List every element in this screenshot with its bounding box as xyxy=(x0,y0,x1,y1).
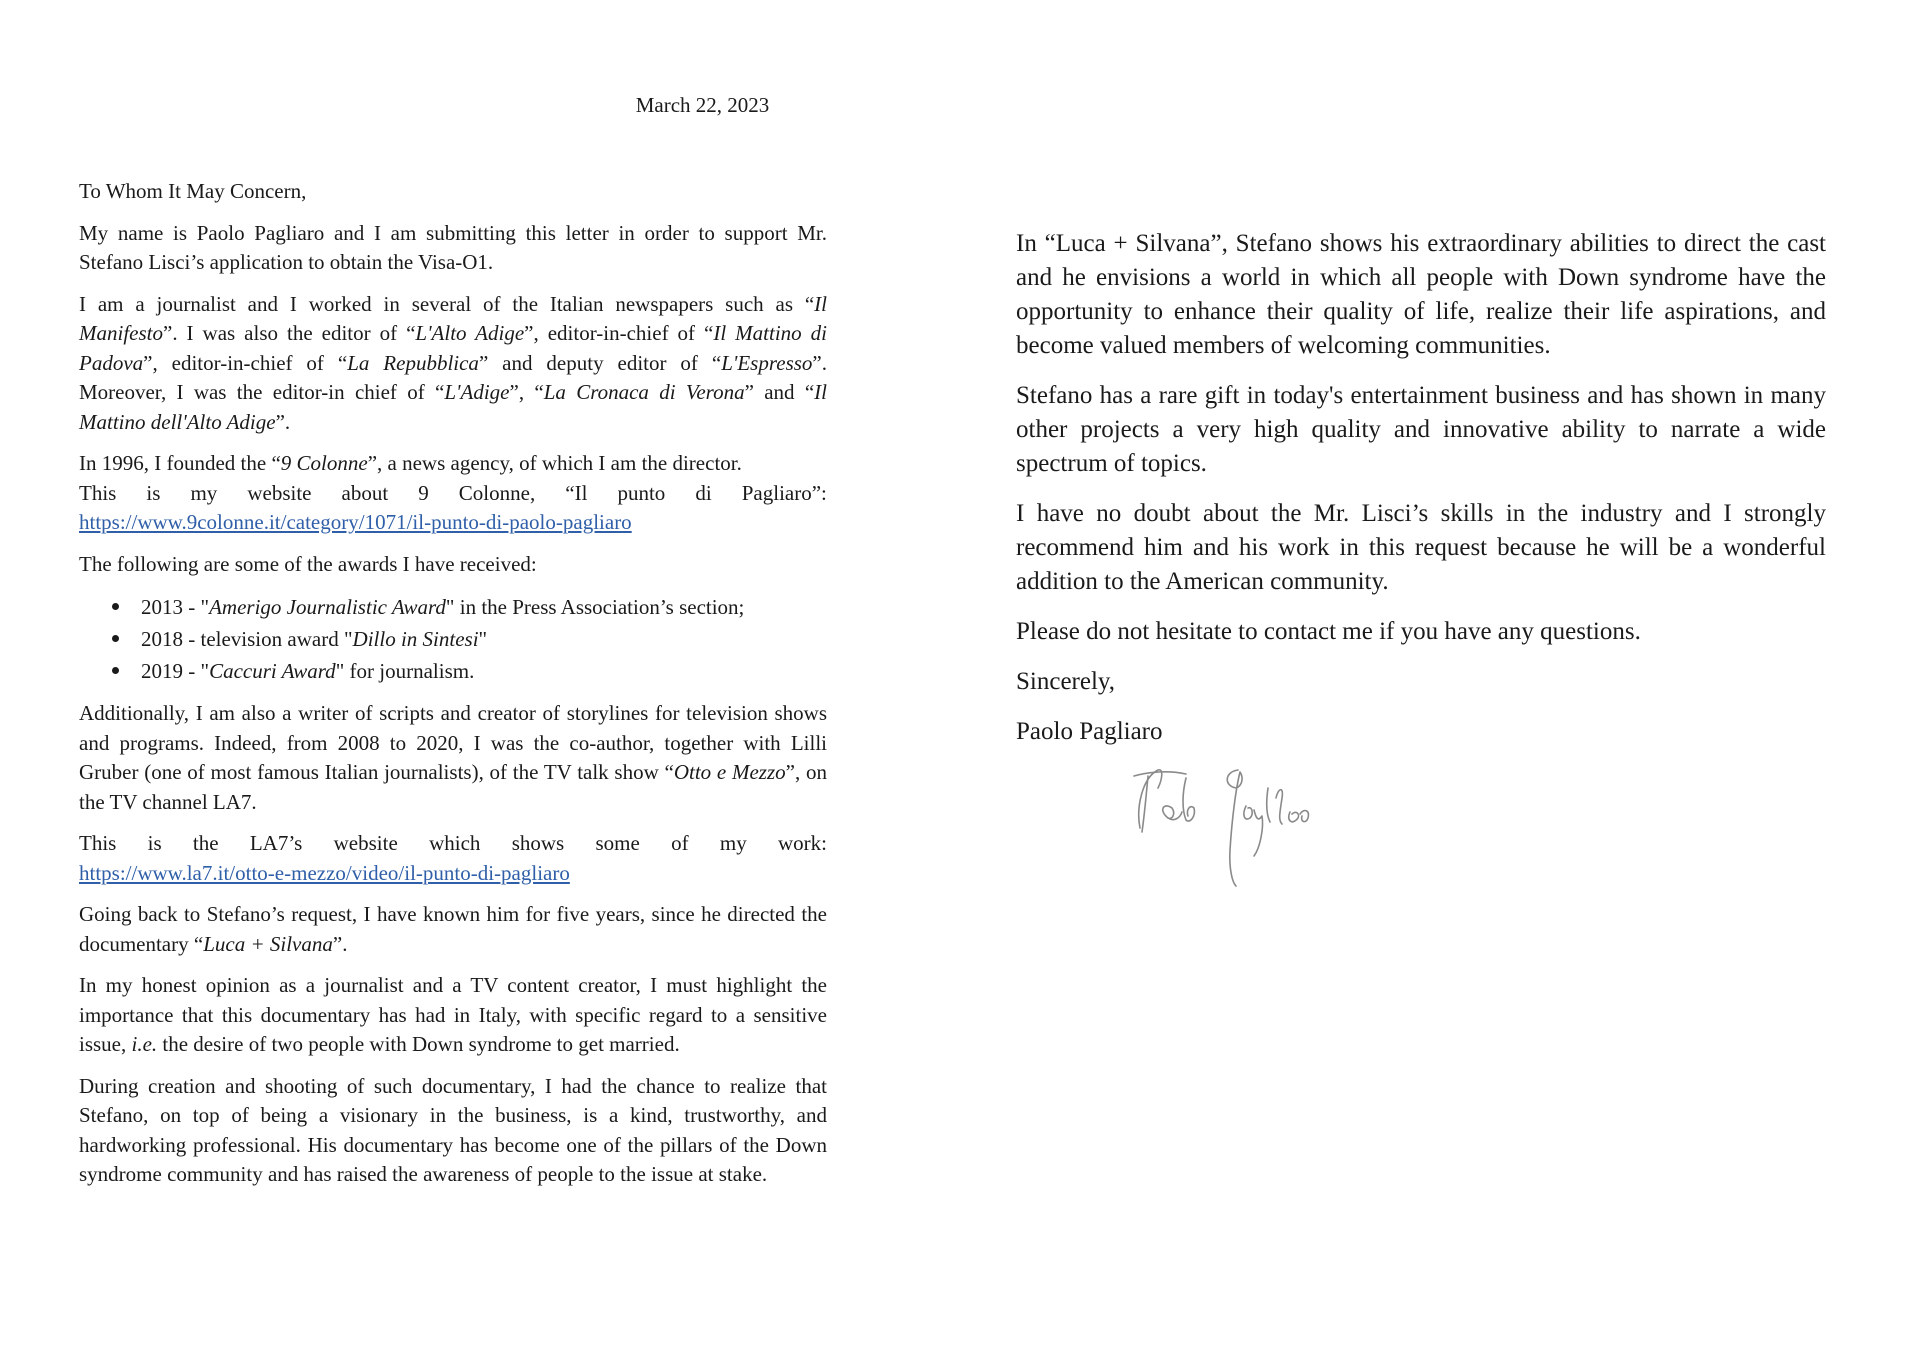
list-item: 2013 - "Amerigo Journalistic Award" in the Press Association’s section; xyxy=(141,591,827,623)
awards-intro: The following are some of the awards I have received: xyxy=(79,551,537,576)
la7-link[interactable]: https://www.la7.it/otto-e-mezzo/video/il-punto-di-pagliaro xyxy=(79,860,570,885)
awards-list xyxy=(79,591,827,687)
request-paragraph: Going back to Stefano’s request, I have known him for five years, since he directed the documentary “Luca + Silvana”. xyxy=(79,902,827,956)
intro-paragraph: My name is Paolo Pagliaro and I am submitting this letter in order to support Mr. Stefano Lisci’s application to obtain the Visa-O1. xyxy=(79,220,827,274)
signer-name: Paolo Pagliaro xyxy=(1016,718,1163,745)
contact-paragraph: Please do not hesitate to contact me if you have any questions. xyxy=(1016,618,1641,645)
closing-sincerely: Sincerely, xyxy=(1016,668,1116,695)
writer-paragraph: Additionally, I am also a writer of scripts and creator of storylines for television shows and programs. Indeed, from 2008 to 2020, I was the co-author, together with Lilli Gruber (one of most famous Italian journalists), of the TV talk show “Otto e Mezzo”, on the TV channel LA7. xyxy=(79,701,827,814)
la7-link-line xyxy=(79,859,827,889)
right-column xyxy=(1016,227,1826,765)
handwritten-signature xyxy=(1128,758,1318,888)
salutation: To Whom It May Concern, xyxy=(79,179,307,203)
recommendation-paragraph: I have no doubt about the Mr. Lisci’s skills in the industry and I strongly recommend him and his work in this request because he will be a wonderful addition to the American community. xyxy=(1016,500,1826,595)
list-item: 2018 - television award "Dillo in Sintesi" xyxy=(141,623,827,655)
list-item: 2019 - "Caccuri Award" for journalism. xyxy=(141,655,827,687)
letter-date: March 22, 2023 xyxy=(635,93,770,117)
agency-link-line xyxy=(79,508,827,538)
left-column xyxy=(79,177,827,1202)
la7-website-line: This is the LA7’s website which shows some of my work: xyxy=(79,831,827,855)
agency-paragraph: In 1996, I founded the “9 Colonne”, a news agency, of which I am the director. xyxy=(79,451,742,475)
shooting-paragraph: During creation and shooting of such documentary, I had the chance to realize that Stefano, on top of being a visionary in the business, is a kind, trustworthy, and hardworking professional. His documentary has become one of the pillars of the Down syndrome community and has raised the awareness of people to the issue at stake. xyxy=(79,1073,827,1186)
documentary-paragraph: In “Luca + Silvana”, Stefano shows his extraordinary abilities to direct the cast and he envisions a world in which all people with Down syndrome have the opportunity to enhance their quality of life, realize their life aspirations, and become valued members of welcoming communities. xyxy=(1016,230,1826,359)
agency-website-line: This is my website about 9 Colonne, “Il punto di Pagliaro”: xyxy=(79,480,827,505)
gift-paragraph: Stefano has a rare gift in today's entertainment business and has shown in many other projects a very high quality and innovative ability to narrate a wide spectrum of topics. xyxy=(1016,382,1826,477)
nine-colonne-link[interactable]: https://www.9colonne.it/category/1071/il-punto-di-paolo-pagliaro xyxy=(79,510,632,534)
opinion-paragraph: In my honest opinion as a journalist and a TV content creator, I must highlight the importance that this documentary has had in Italy, with specific regard to a sensitive issue, i.e. the desire of two people with Down syndrome to get married. xyxy=(79,973,827,1056)
career-paragraph: I am a journalist and I worked in several of the Italian newspapers such as “Il Manifesto”. I was also the editor of “L'Alto Adige”, editor-in-chief of “Il Mattino di Padova”, editor-in-chief of “La Repubblica” and deputy editor of “L'Espresso”. Moreover, I was the editor-in chief of “L'Adige”, “La Cronaca di Verona” and “Il Mattino dell'Alto Adige”. xyxy=(79,291,827,434)
